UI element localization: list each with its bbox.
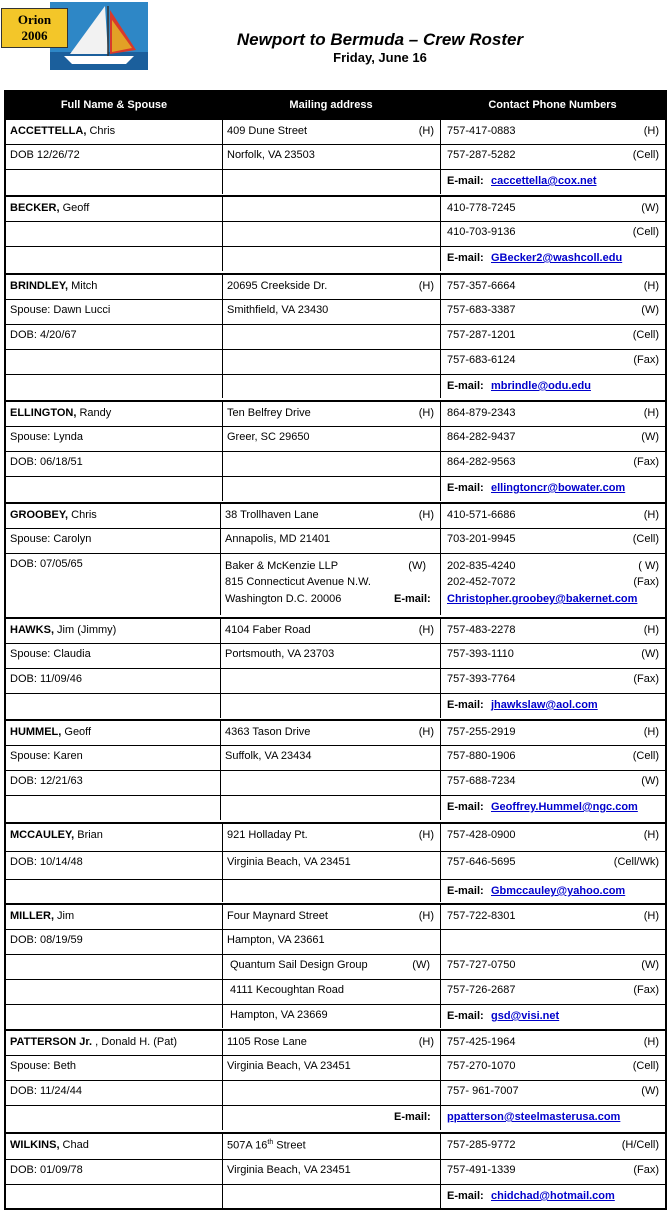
crew-member-block <box>6 195 665 271</box>
crew-member-block <box>6 502 665 615</box>
row-divider <box>6 246 665 247</box>
email-label: E-mail: <box>447 175 484 187</box>
badge-line2: 2006 <box>21 28 48 43</box>
work-type-tag: (W) <box>408 560 426 572</box>
phone-number: 757-880-1906 <box>447 750 516 762</box>
crew-name <box>10 202 89 214</box>
row-divider <box>6 1159 665 1160</box>
phone-type-tag: (W) <box>641 431 659 443</box>
phone-number: 202-835-4240 <box>447 560 516 572</box>
row-divider <box>6 1004 665 1005</box>
phone-type-tag: (Fax) <box>633 984 659 996</box>
crew-surname: ELLINGTON, <box>10 407 77 419</box>
email-link[interactable]: gsd@visi.net <box>491 1010 560 1022</box>
crew-given-name: Jim <box>54 910 75 922</box>
row-divider <box>6 221 665 222</box>
phone-number: 757-688-7234 <box>447 775 516 787</box>
row-divider <box>6 451 665 452</box>
phone-type-tag: (H) <box>643 624 659 636</box>
row-divider <box>6 1055 665 1056</box>
work-address-line2: 4111 Kecoughtan Road <box>230 984 344 996</box>
address-type-tag: (H) <box>418 125 434 137</box>
column-divider <box>440 1134 441 1210</box>
work-address-line1: Quantum Sail Design Group <box>230 959 368 971</box>
row-divider <box>6 299 665 300</box>
crew-given-name: Geoff <box>59 202 90 214</box>
email-label: E-mail: <box>447 252 484 264</box>
mailing-address-line2: Virginia Beach, VA 23451 <box>227 856 351 868</box>
work-address-line2: 815 Connecticut Avenue N.W. <box>225 576 371 588</box>
spouse-name: Spouse: Beth <box>10 1060 77 1072</box>
date-of-birth: DOB: 08/19/59 <box>10 934 83 946</box>
row-divider <box>6 169 665 170</box>
phone-type-tag: (W) <box>641 959 659 971</box>
crew-member-block <box>6 719 665 820</box>
phone-type-tag: (Cell) <box>632 149 659 161</box>
address-superscript: th <box>267 1139 274 1146</box>
row-divider <box>6 879 665 880</box>
date-of-birth: DOB: 07/05/65 <box>10 558 83 570</box>
mailing-address-line2: Virginia Beach, VA 23451 <box>227 1164 351 1176</box>
crew-member-block <box>6 118 665 194</box>
phone-type-tag: (H) <box>643 726 659 738</box>
email-label: E-mail: <box>394 593 431 605</box>
column-divider <box>440 197 441 271</box>
phone-number: 410-571-6686 <box>447 509 516 521</box>
phone-number: 864-282-9563 <box>447 456 516 468</box>
phone-type-tag: (H/Cell) <box>621 1139 659 1151</box>
phone-number: 757-491-1339 <box>447 1164 516 1176</box>
phone-type-tag: (W) <box>641 648 659 660</box>
date-of-birth: DOB: 10/14/48 <box>10 856 83 868</box>
mailing-address-line1 <box>227 1139 306 1152</box>
email-link[interactable]: GBecker2@washcoll.edu <box>491 252 623 264</box>
crew-name <box>10 1139 89 1151</box>
mailing-address-line1: 409 Dune Street <box>227 125 308 137</box>
mailing-address-line2: Hampton, VA 23661 <box>227 934 325 946</box>
email-label: E-mail: <box>447 699 484 711</box>
crew-roster-table <box>4 90 667 1210</box>
work-address-line3: Hampton, VA 23669 <box>230 1009 328 1021</box>
email-link[interactable]: mbrindle@odu.edu <box>491 380 591 392</box>
phone-type-tag: (Fax) <box>633 354 659 366</box>
mailing-address-line2: Smithfield, VA 23430 <box>227 304 329 316</box>
crew-surname: HUMMEL, <box>10 726 62 738</box>
mailing-address-line1: 4104 Faber Road <box>225 624 311 636</box>
mailing-address-line2: Greer, SC 29650 <box>227 431 310 443</box>
crew-given-name: Geoff <box>61 726 92 738</box>
email-link[interactable]: caccettella@cox.net <box>491 175 597 187</box>
email-label: E-mail: <box>447 380 484 392</box>
work-type-tag: (W) <box>412 959 430 971</box>
address-text-rest: Street <box>273 1139 306 1152</box>
email-link[interactable]: Christopher.groobey@bakernet.com <box>447 593 638 605</box>
crew-member-block <box>6 1029 665 1130</box>
crew-given-name: Brian <box>74 829 103 841</box>
crew-name <box>10 624 116 636</box>
row-divider <box>6 426 665 427</box>
phone-type-tag: (W) <box>641 1085 659 1097</box>
phone-number: 757-287-1201 <box>447 329 516 341</box>
email-link[interactable]: ellingtoncr@bowater.com <box>491 482 626 494</box>
row-divider <box>6 1105 665 1106</box>
row-divider <box>6 324 665 325</box>
crew-name <box>10 829 103 841</box>
phone-type-tag: (Fax) <box>633 456 659 468</box>
phone-number: 757-285-9772 <box>447 1139 516 1151</box>
phone-type-tag: (H) <box>643 509 659 521</box>
row-divider <box>6 979 665 980</box>
crew-member-block <box>6 273 665 398</box>
phone-number: 410-778-7245 <box>447 202 516 214</box>
address-type-tag: (H) <box>418 280 434 292</box>
phone-type-tag: (W) <box>641 775 659 787</box>
crew-surname: GROOBEY, <box>10 509 69 521</box>
phone-number: 757-726-2687 <box>447 984 516 996</box>
row-divider <box>6 770 665 771</box>
phone-number: 757-417-0883 <box>447 125 516 137</box>
address-type-tag: (H) <box>418 829 434 841</box>
row-divider <box>6 476 665 477</box>
page-title: Newport to Bermuda – Crew Roster <box>236 30 524 49</box>
date-of-birth: DOB: 01/09/78 <box>10 1164 83 1176</box>
email-label: E-mail: <box>447 801 484 813</box>
phone-type-tag: (H) <box>643 1036 659 1048</box>
date-of-birth: DOB: 4/20/67 <box>10 329 77 341</box>
phone-type-tag: (W) <box>641 304 659 316</box>
column-divider <box>440 275 441 398</box>
row-divider <box>6 795 665 796</box>
column-divider <box>222 905 223 1028</box>
phone-number: 757-425-1964 <box>447 1036 516 1048</box>
email-link[interactable]: Gbmccauley@yahoo.com <box>491 885 626 897</box>
crew-name <box>10 509 97 521</box>
mailing-address-line1: Ten Belfrey Drive <box>227 407 311 419</box>
email-label: E-mail: <box>447 885 484 897</box>
table-header <box>6 92 665 118</box>
phone-number: 864-282-9437 <box>447 431 516 443</box>
phone-type-tag: (H) <box>643 829 659 841</box>
address-type-tag: (H) <box>418 624 434 636</box>
column-divider <box>440 504 441 615</box>
phone-number: 757-287-5282 <box>447 149 516 161</box>
row-divider <box>6 1080 665 1081</box>
crew-name <box>10 910 74 922</box>
mailing-address-line2: Annapolis, MD 21401 <box>225 533 331 545</box>
phone-type-tag: (Fax) <box>633 1164 659 1176</box>
date-of-birth: DOB: 11/09/46 <box>10 673 82 685</box>
phone-number: 757-727-0750 <box>447 959 516 971</box>
phone-number: 757-428-0900 <box>447 829 516 841</box>
crew-surname: PATTERSON Jr. <box>10 1036 93 1048</box>
page-subtitle: Friday, June 16 <box>333 50 427 65</box>
address-type-tag: (H) <box>418 509 434 521</box>
row-divider <box>6 553 665 554</box>
crew-surname: ACCETTELLA, <box>10 125 87 137</box>
phone-type-tag: (Cell) <box>632 533 659 545</box>
header-phones: Contact Phone Numbers <box>488 99 617 111</box>
mailing-address-line2: Virginia Beach, VA 23451 <box>227 1060 351 1072</box>
row-divider <box>6 144 665 145</box>
phone-number: 757-255-2919 <box>447 726 516 738</box>
phone-type-tag: (Fax) <box>633 576 659 588</box>
header-address: Mailing address <box>289 99 373 111</box>
crew-given-name: Chris <box>86 125 116 137</box>
mailing-address-line2: Portsmouth, VA 23703 <box>225 648 335 660</box>
phone-type-tag: (H) <box>643 407 659 419</box>
phone-type-tag: ( W) <box>638 560 659 572</box>
column-divider <box>222 824 223 902</box>
address-type-tag: (H) <box>418 407 434 419</box>
crew-surname: HAWKS, <box>10 624 54 636</box>
work-address-line3: Washington D.C. 20006 <box>225 593 342 605</box>
spouse-name: Spouse: Lynda <box>10 431 83 443</box>
crew-surname: BECKER, <box>10 202 60 214</box>
row-divider <box>6 745 665 746</box>
crew-member-block <box>6 903 665 1028</box>
address-type-tag: (H) <box>418 910 434 922</box>
column-divider <box>222 275 223 398</box>
email-label: E-mail: <box>447 1190 484 1202</box>
crew-member-block <box>6 822 665 902</box>
crew-surname: BRINDLEY, <box>10 280 69 292</box>
crew-given-name: Mitch <box>68 280 98 292</box>
phone-type-tag: (Cell) <box>632 750 659 762</box>
phone-number: 202-452-7072 <box>447 576 516 588</box>
phone-type-tag: (H) <box>643 910 659 922</box>
email-label: E-mail: <box>394 1111 431 1123</box>
date-of-birth: DOB: 11/24/44 <box>10 1085 82 1097</box>
crew-given-name: , Donald H. (Pat) <box>92 1036 178 1048</box>
mailing-address-line1: 921 Holladay Pt. <box>227 829 308 841</box>
crew-member-block <box>6 400 665 501</box>
phone-number: 757-393-1110 <box>447 648 514 660</box>
row-divider <box>6 643 665 644</box>
phone-number: 757-270-1070 <box>447 1060 516 1072</box>
column-divider <box>440 905 441 1028</box>
row-divider <box>6 954 665 955</box>
mailing-address-line1: 4363 Tason Drive <box>225 726 311 738</box>
row-divider <box>6 668 665 669</box>
email-link[interactable]: chidchad@hotmail.com <box>491 1190 615 1202</box>
crew-name <box>10 726 91 738</box>
spouse-name: Spouse: Karen <box>10 750 83 762</box>
row-divider <box>6 349 665 350</box>
spouse-name: Spouse: Dawn Lucci <box>10 304 111 316</box>
crew-member-block <box>6 1132 665 1210</box>
phone-number: 757-683-6124 <box>447 354 516 366</box>
phone-type-tag: (Cell/Wk) <box>613 856 659 868</box>
mailing-address-line1: Four Maynard Street <box>227 910 328 922</box>
mailing-address-line1: 20695 Creekside Dr. <box>227 280 328 292</box>
phone-number: 757-483-2278 <box>447 624 516 636</box>
crew-member-block <box>6 617 665 718</box>
crew-given-name: Jim (Jimmy) <box>54 624 117 636</box>
row-divider <box>6 929 665 930</box>
date-of-birth: DOB: 12/21/63 <box>10 775 83 787</box>
phone-type-tag: (Cell) <box>632 329 659 341</box>
phone-type-tag: (H) <box>643 125 659 137</box>
crew-surname: WILKINS, <box>10 1139 60 1151</box>
column-divider <box>440 120 441 194</box>
phone-type-tag: (Fax) <box>633 673 659 685</box>
email-link[interactable]: jhawkslaw@aol.com <box>491 699 598 711</box>
spouse-name: Spouse: Carolyn <box>10 533 92 545</box>
orion-2006-badge <box>1 8 68 48</box>
phone-type-tag: (Cell) <box>632 1060 659 1072</box>
phone-number: 757-646-5695 <box>447 856 516 868</box>
column-divider <box>440 824 441 902</box>
row-divider <box>6 851 665 852</box>
column-divider <box>222 1134 223 1210</box>
crew-name <box>10 125 115 137</box>
crew-name <box>10 1036 177 1048</box>
email-label: E-mail: <box>447 1010 484 1022</box>
crew-given-name: Chad <box>59 1139 89 1151</box>
email-link[interactable]: Geoffrey.Hummel@ngc.com <box>491 801 638 813</box>
row-divider <box>6 1184 665 1185</box>
phone-number: 757-722-8301 <box>447 910 516 922</box>
phone-number: 757-683-3387 <box>447 304 516 316</box>
crew-name <box>10 407 111 419</box>
address-type-tag: (H) <box>418 1036 434 1048</box>
crew-given-name: Randy <box>76 407 112 419</box>
row-divider <box>6 374 665 375</box>
phone-number: 757- 961-7007 <box>447 1085 519 1097</box>
header-name: Full Name & Spouse <box>60 99 168 111</box>
mailing-address-line2: Suffolk, VA 23434 <box>225 750 312 762</box>
column-divider <box>222 197 223 271</box>
date-of-birth: DOB: 06/18/51 <box>10 456 83 468</box>
crew-surname: MILLER, <box>10 910 54 922</box>
phone-number: 703-201-9945 <box>447 533 516 545</box>
phone-number: 864-879-2343 <box>447 407 516 419</box>
spouse-name: Spouse: Claudia <box>10 648 91 660</box>
row-divider <box>6 528 665 529</box>
crew-given-name: Chris <box>68 509 97 521</box>
email-link[interactable]: ppatterson@steelmasterusa.com <box>447 1111 621 1123</box>
phone-type-tag: (H) <box>643 280 659 292</box>
row-divider <box>6 693 665 694</box>
badge-line1: Orion <box>17 12 52 27</box>
work-address-line1: Baker & McKenzie LLP <box>225 560 339 572</box>
crew-name <box>10 280 97 292</box>
phone-number: 410-703-9136 <box>447 226 516 238</box>
phone-number: 757-393-7764 <box>447 673 516 685</box>
mailing-address-line1: 1105 Rose Lane <box>227 1036 307 1048</box>
email-label: E-mail: <box>447 482 484 494</box>
date-of-birth: DOB 12/26/72 <box>10 149 80 161</box>
phone-number: 757-357-6664 <box>447 280 516 292</box>
mailing-address-line1: 38 Trollhaven Lane <box>225 509 319 521</box>
address-text: 507A 16 <box>227 1139 268 1152</box>
phone-type-tag: (Cell) <box>632 226 659 238</box>
crew-surname: MCCAULEY, <box>10 829 75 841</box>
address-type-tag: (H) <box>418 726 434 738</box>
column-divider <box>222 120 223 194</box>
column-divider <box>220 504 221 615</box>
orion-logo <box>0 0 148 70</box>
mailing-address-line2: Norfolk, VA 23503 <box>227 149 315 161</box>
phone-type-tag: (W) <box>641 202 659 214</box>
